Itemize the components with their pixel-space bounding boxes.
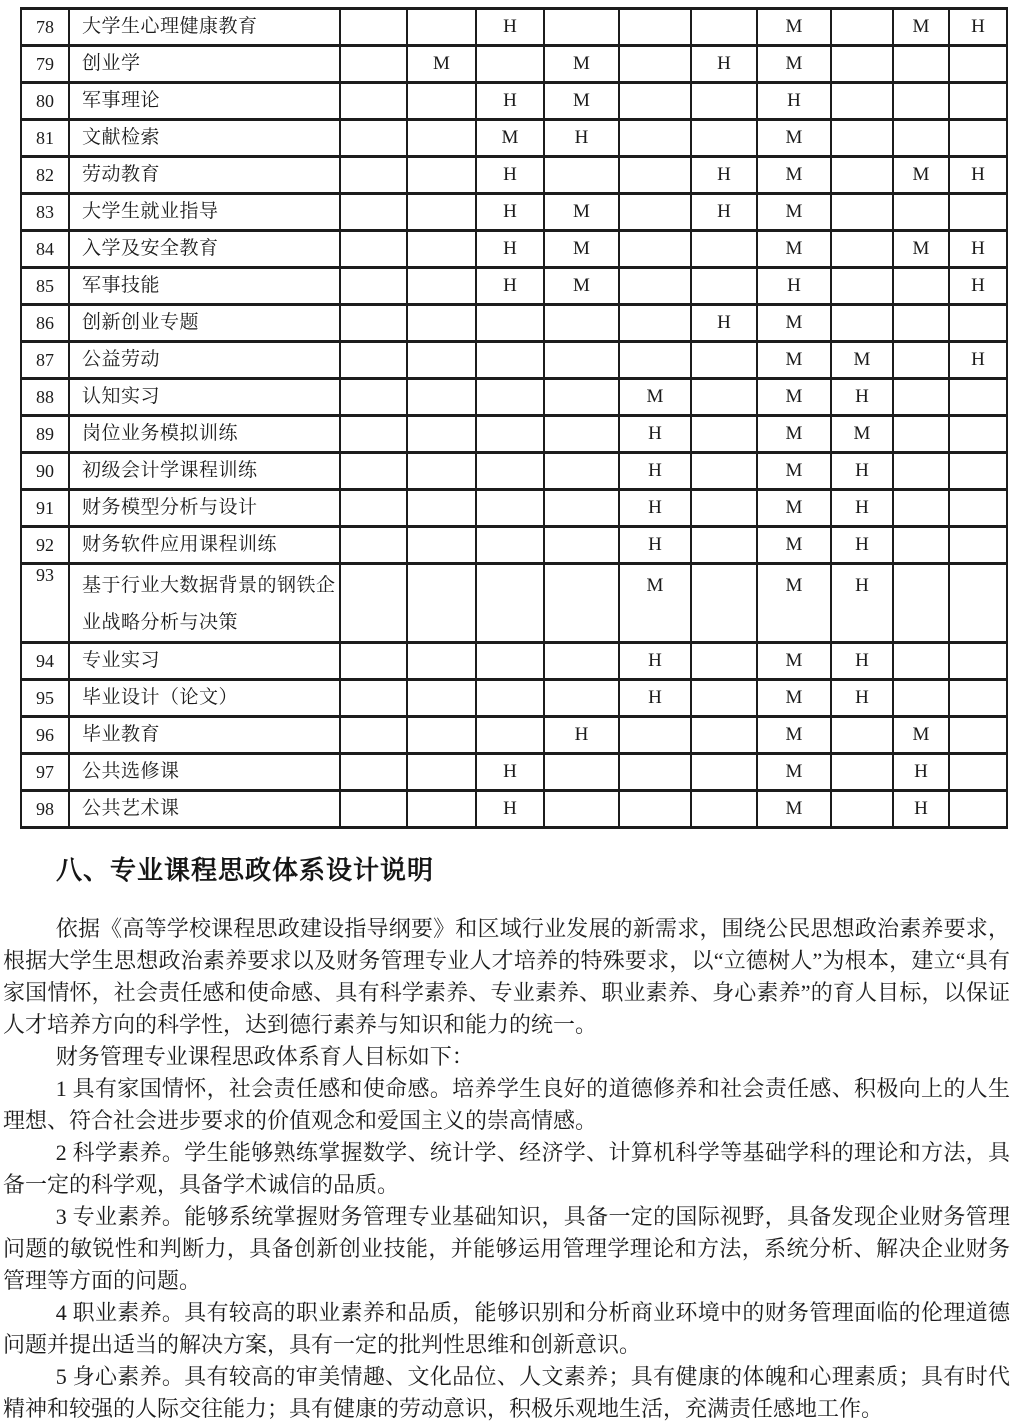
correlation-mark-cell (544, 490, 619, 527)
course-number: 90 (21, 453, 69, 490)
correlation-mark-cell (544, 754, 619, 791)
correlation-mark-cell (476, 453, 544, 490)
correlation-mark-cell (619, 120, 691, 157)
correlation-mark-cell (340, 680, 407, 717)
correlation-mark-cell: M (757, 305, 831, 342)
correlation-mark-cell: H (619, 490, 691, 527)
course-name: 劳动教育 (69, 157, 340, 194)
correlation-mark-cell: H (691, 194, 757, 231)
correlation-mark-cell: H (691, 157, 757, 194)
correlation-mark-cell: H (619, 416, 691, 453)
correlation-mark-cell: H (831, 643, 893, 680)
correlation-mark-cell (340, 9, 407, 46)
course-name: 军事技能 (69, 268, 340, 305)
correlation-mark-cell: M (757, 680, 831, 717)
correlation-mark-cell: H (831, 527, 893, 564)
course-row (21, 564, 1007, 643)
correlation-mark-cell: H (476, 83, 544, 120)
correlation-mark-cell: H (544, 717, 619, 754)
correlation-mark-cell (476, 680, 544, 717)
correlation-mark-cell (407, 120, 476, 157)
matrix-table-body (21, 9, 1007, 828)
correlation-mark-cell (949, 305, 1007, 342)
correlation-mark-cell: M (757, 453, 831, 490)
course-number: 81 (21, 120, 69, 157)
correlation-mark-cell (691, 680, 757, 717)
course-row (21, 231, 1007, 268)
correlation-mark-cell (949, 490, 1007, 527)
correlation-mark-cell: M (544, 268, 619, 305)
correlation-mark-cell (691, 527, 757, 564)
correlation-mark-cell: H (619, 680, 691, 717)
correlation-mark-cell (949, 643, 1007, 680)
correlation-mark-cell (949, 680, 1007, 717)
correlation-mark-cell (340, 157, 407, 194)
correlation-mark-cell: H (949, 157, 1007, 194)
course-number: 84 (21, 231, 69, 268)
correlation-mark-cell (831, 268, 893, 305)
course-row (21, 527, 1007, 564)
course-row (21, 379, 1007, 416)
course-number: 92 (21, 527, 69, 564)
course-name: 大学生心理健康教育 (69, 9, 340, 46)
correlation-mark-cell (619, 231, 691, 268)
correlation-mark-cell (831, 231, 893, 268)
correlation-mark-cell (691, 453, 757, 490)
correlation-mark-cell: H (831, 453, 893, 490)
correlation-mark-cell (340, 46, 407, 83)
correlation-mark-cell (691, 9, 757, 46)
correlation-mark-cell: M (831, 342, 893, 379)
correlation-mark-cell: M (757, 9, 831, 46)
correlation-mark-cell (544, 342, 619, 379)
course-number: 95 (21, 680, 69, 717)
course-name: 岗位业务模拟训练 (69, 416, 340, 453)
correlation-mark-cell (407, 231, 476, 268)
correlation-mark-cell (476, 564, 544, 643)
correlation-mark-cell (949, 379, 1007, 416)
correlation-mark-cell: M (619, 564, 691, 643)
correlation-mark-cell (407, 342, 476, 379)
course-row (21, 791, 1007, 828)
correlation-mark-cell (407, 643, 476, 680)
correlation-mark-cell: M (544, 231, 619, 268)
correlation-mark-cell: M (893, 231, 949, 268)
correlation-mark-cell (407, 453, 476, 490)
course-number: 78 (21, 9, 69, 46)
correlation-mark-cell: M (476, 120, 544, 157)
correlation-mark-cell: M (544, 194, 619, 231)
correlation-mark-cell (476, 342, 544, 379)
correlation-mark-cell (949, 194, 1007, 231)
correlation-mark-cell (544, 157, 619, 194)
correlation-mark-cell (691, 754, 757, 791)
correlation-mark-cell (544, 9, 619, 46)
correlation-mark-cell: H (476, 231, 544, 268)
document-page (0, 7, 1024, 1421)
paragraph: 5 身心素养。具有较高的审美情趣、文化品位、人文素养；具有健康的体魄和心理素质；具有时代精神和较强的人际交往能力；具有健康的劳动意识，积极乐观地生活，充满责任感地工作。 (3, 1364, 1010, 1421)
course-row (21, 83, 1007, 120)
correlation-mark-cell (831, 194, 893, 231)
correlation-mark-cell (407, 194, 476, 231)
correlation-mark-cell: H (544, 120, 619, 157)
correlation-mark-cell: M (757, 231, 831, 268)
correlation-mark-cell (340, 453, 407, 490)
correlation-mark-cell: H (949, 268, 1007, 305)
course-number: 93 (21, 564, 69, 643)
correlation-mark-cell (893, 643, 949, 680)
correlation-mark-cell (544, 643, 619, 680)
paragraph: 2 科学素养。学生能够熟练掌握数学、统计学、经济学、计算机科学等基础学科的理论和方法，具备一定的科学观，具备学术诚信的品质。 (3, 1140, 1010, 1197)
section-heading: 八、专业课程思政体系设计说明 (56, 855, 435, 885)
course-row (21, 120, 1007, 157)
course-number: 96 (21, 717, 69, 754)
correlation-mark-cell (949, 416, 1007, 453)
correlation-mark-cell: H (757, 268, 831, 305)
correlation-mark-cell (476, 305, 544, 342)
course-row (21, 342, 1007, 379)
correlation-mark-cell (893, 305, 949, 342)
correlation-mark-cell: M (544, 83, 619, 120)
correlation-mark-cell (340, 754, 407, 791)
correlation-mark-cell (544, 791, 619, 828)
correlation-mark-cell (407, 9, 476, 46)
correlation-mark-cell (949, 564, 1007, 643)
course-row (21, 194, 1007, 231)
curriculum-ideology-matrix-table (20, 7, 1008, 829)
correlation-mark-cell (340, 268, 407, 305)
course-row (21, 717, 1007, 754)
paragraph: 依据《高等学校课程思政建设指导纲要》和区域行业发展的新需求，围绕公民思想政治素养要求，根据大学生思想政治素养要求以及财务管理专业人才培养的特殊要求，以“立德树人”为根本，建立“具有家国情怀，社会责任感和使命感、具有科学素养、专业素养、职业素养、身心素养”的育人目标，以保证人才培养方向的科学性，达到德行素养与知识和能力的统一。 (3, 916, 1010, 1037)
correlation-mark-cell (949, 120, 1007, 157)
correlation-mark-cell (893, 83, 949, 120)
correlation-mark-cell (893, 416, 949, 453)
correlation-mark-cell: M (407, 46, 476, 83)
correlation-mark-cell (831, 754, 893, 791)
correlation-mark-cell (619, 754, 691, 791)
course-name: 初级会计学课程训练 (69, 453, 340, 490)
course-name: 基于行业大数据背景的钢铁企业战略分析与决策 (69, 564, 340, 643)
correlation-mark-cell: M (757, 120, 831, 157)
correlation-mark-cell (893, 342, 949, 379)
course-row (21, 453, 1007, 490)
correlation-mark-cell: M (757, 717, 831, 754)
correlation-mark-cell (949, 453, 1007, 490)
course-name: 公共艺术课 (69, 791, 340, 828)
correlation-mark-cell (544, 416, 619, 453)
correlation-mark-cell (831, 83, 893, 120)
correlation-mark-cell: H (893, 754, 949, 791)
correlation-mark-cell: H (619, 527, 691, 564)
correlation-mark-cell (691, 717, 757, 754)
course-row (21, 157, 1007, 194)
correlation-mark-cell (691, 268, 757, 305)
course-number: 83 (21, 194, 69, 231)
correlation-mark-cell (340, 194, 407, 231)
correlation-mark-cell (476, 379, 544, 416)
correlation-mark-cell (691, 379, 757, 416)
course-number: 85 (21, 268, 69, 305)
correlation-mark-cell (691, 791, 757, 828)
correlation-mark-cell (949, 46, 1007, 83)
correlation-mark-cell: H (949, 342, 1007, 379)
correlation-mark-cell (476, 717, 544, 754)
correlation-mark-cell (340, 416, 407, 453)
correlation-mark-cell (619, 791, 691, 828)
correlation-mark-cell (691, 342, 757, 379)
correlation-mark-cell (893, 527, 949, 564)
course-row (21, 754, 1007, 791)
correlation-mark-cell (544, 680, 619, 717)
correlation-mark-cell: H (619, 453, 691, 490)
correlation-mark-cell (831, 157, 893, 194)
correlation-mark-cell (407, 490, 476, 527)
course-name: 财务软件应用课程训练 (69, 527, 340, 564)
correlation-mark-cell: H (893, 791, 949, 828)
course-name: 文献检索 (69, 120, 340, 157)
correlation-mark-cell (893, 268, 949, 305)
correlation-mark-cell (831, 305, 893, 342)
correlation-mark-cell (893, 46, 949, 83)
correlation-mark-cell (619, 717, 691, 754)
course-name: 入学及安全教育 (69, 231, 340, 268)
correlation-mark-cell (691, 231, 757, 268)
correlation-mark-cell: M (544, 46, 619, 83)
correlation-mark-cell (340, 231, 407, 268)
correlation-mark-cell: H (476, 9, 544, 46)
correlation-mark-cell: H (757, 83, 831, 120)
correlation-mark-cell (893, 564, 949, 643)
course-number: 94 (21, 643, 69, 680)
correlation-mark-cell: M (757, 194, 831, 231)
correlation-mark-cell (340, 83, 407, 120)
correlation-mark-cell: H (476, 791, 544, 828)
correlation-mark-cell (407, 157, 476, 194)
correlation-mark-cell (407, 416, 476, 453)
correlation-mark-cell: H (949, 231, 1007, 268)
correlation-mark-cell (949, 527, 1007, 564)
course-name: 创业学 (69, 46, 340, 83)
correlation-mark-cell (831, 791, 893, 828)
correlation-mark-cell (476, 416, 544, 453)
correlation-mark-cell: H (949, 9, 1007, 46)
correlation-mark-cell (340, 305, 407, 342)
correlation-mark-cell: M (893, 717, 949, 754)
correlation-mark-cell (893, 680, 949, 717)
course-number: 87 (21, 342, 69, 379)
correlation-mark-cell: M (757, 754, 831, 791)
correlation-mark-cell: H (831, 379, 893, 416)
correlation-mark-cell: H (476, 157, 544, 194)
correlation-mark-cell (893, 194, 949, 231)
correlation-mark-cell: M (757, 564, 831, 643)
course-number: 79 (21, 46, 69, 83)
course-number: 86 (21, 305, 69, 342)
course-row (21, 46, 1007, 83)
correlation-mark-cell: M (757, 157, 831, 194)
correlation-mark-cell (893, 379, 949, 416)
correlation-mark-cell (691, 83, 757, 120)
correlation-mark-cell (544, 305, 619, 342)
correlation-mark-cell: M (757, 527, 831, 564)
correlation-mark-cell (831, 9, 893, 46)
correlation-mark-cell (893, 490, 949, 527)
correlation-mark-cell (544, 527, 619, 564)
correlation-mark-cell (476, 490, 544, 527)
correlation-mark-cell: M (757, 379, 831, 416)
course-name: 大学生就业指导 (69, 194, 340, 231)
course-number: 91 (21, 490, 69, 527)
correlation-mark-cell: M (757, 643, 831, 680)
correlation-mark-cell: H (619, 643, 691, 680)
correlation-mark-cell (949, 83, 1007, 120)
course-name: 军事理论 (69, 83, 340, 120)
correlation-mark-cell (619, 46, 691, 83)
correlation-mark-cell (691, 564, 757, 643)
correlation-mark-cell (619, 194, 691, 231)
correlation-mark-cell (407, 83, 476, 120)
correlation-mark-cell (340, 120, 407, 157)
correlation-mark-cell: H (691, 305, 757, 342)
correlation-mark-cell (619, 268, 691, 305)
correlation-mark-cell: H (476, 194, 544, 231)
course-number: 88 (21, 379, 69, 416)
course-number: 97 (21, 754, 69, 791)
paragraph: 财务管理专业课程思政体系育人目标如下： (55, 1044, 474, 1069)
correlation-mark-cell (407, 791, 476, 828)
correlation-mark-cell (407, 379, 476, 416)
correlation-mark-cell: H (831, 490, 893, 527)
course-number: 89 (21, 416, 69, 453)
correlation-mark-cell (476, 527, 544, 564)
correlation-mark-cell (949, 791, 1007, 828)
correlation-mark-cell (619, 83, 691, 120)
course-row (21, 9, 1007, 46)
correlation-mark-cell: M (619, 379, 691, 416)
correlation-mark-cell (619, 9, 691, 46)
correlation-mark-cell (831, 46, 893, 83)
correlation-mark-cell (893, 453, 949, 490)
correlation-mark-cell (544, 453, 619, 490)
correlation-mark-cell: H (831, 680, 893, 717)
course-row (21, 268, 1007, 305)
correlation-mark-cell (407, 680, 476, 717)
correlation-mark-cell (949, 717, 1007, 754)
correlation-mark-cell: M (757, 342, 831, 379)
correlation-mark-cell: M (757, 490, 831, 527)
correlation-mark-cell (407, 527, 476, 564)
course-name: 公共选修课 (69, 754, 340, 791)
correlation-mark-cell: M (831, 416, 893, 453)
correlation-mark-cell: M (757, 416, 831, 453)
correlation-mark-cell (407, 268, 476, 305)
correlation-mark-cell: H (691, 46, 757, 83)
body-paragraphs (3, 913, 1010, 1425)
correlation-mark-cell (340, 564, 407, 643)
course-row (21, 305, 1007, 342)
correlation-mark-cell (340, 527, 407, 564)
course-row (21, 680, 1007, 717)
course-row (21, 490, 1007, 527)
course-name: 公益劳动 (69, 342, 340, 379)
paragraph: 3 专业素养。能够系统掌握财务管理专业基础知识，具备一定的国际视野，具备发现企业财务管理问题的敏锐性和判断力，具备创新创业技能，并能够运用管理学理论和方法，系统分析、解决企业财务管理等方面的问题。 (3, 1204, 1010, 1293)
correlation-mark-cell: M (757, 46, 831, 83)
correlation-mark-cell (691, 416, 757, 453)
correlation-mark-cell: H (476, 268, 544, 305)
correlation-mark-cell: M (757, 791, 831, 828)
correlation-mark-cell (476, 46, 544, 83)
course-name: 财务模型分析与设计 (69, 490, 340, 527)
correlation-mark-cell (340, 791, 407, 828)
correlation-mark-cell (476, 643, 544, 680)
correlation-mark-cell: H (476, 754, 544, 791)
correlation-mark-cell (831, 120, 893, 157)
course-number: 98 (21, 791, 69, 828)
course-name: 毕业设计（论文） (69, 680, 340, 717)
correlation-mark-cell (340, 379, 407, 416)
course-number: 82 (21, 157, 69, 194)
course-row (21, 416, 1007, 453)
correlation-mark-cell: M (893, 9, 949, 46)
paragraph: 4 职业素养。具有较高的职业素养和品质，能够识别和分析商业环境中的财务管理面临的伦理道德问题并提出适当的解决方案，具有一定的批判性思维和创新意识。 (3, 1300, 1010, 1357)
correlation-mark-cell (691, 643, 757, 680)
course-number: 80 (21, 83, 69, 120)
correlation-mark-cell: H (831, 564, 893, 643)
correlation-mark-cell (407, 754, 476, 791)
correlation-mark-cell (340, 717, 407, 754)
course-name: 认知实习 (69, 379, 340, 416)
correlation-mark-cell (340, 342, 407, 379)
correlation-mark-cell (691, 490, 757, 527)
course-name: 创新创业专题 (69, 305, 340, 342)
course-name: 毕业教育 (69, 717, 340, 754)
correlation-mark-cell (893, 120, 949, 157)
correlation-mark-cell (619, 342, 691, 379)
correlation-mark-cell (691, 120, 757, 157)
correlation-mark-cell (619, 305, 691, 342)
correlation-mark-cell: M (893, 157, 949, 194)
correlation-mark-cell (407, 717, 476, 754)
correlation-mark-cell (831, 717, 893, 754)
correlation-mark-cell (619, 157, 691, 194)
course-row (21, 643, 1007, 680)
correlation-mark-cell (407, 564, 476, 643)
correlation-mark-cell (544, 379, 619, 416)
paragraph: 1 具有家国情怀，社会责任感和使命感。培养学生良好的道德修养和社会责任感、积极向上的人生理想、符合社会进步要求的价值观念和爱国主义的崇高情感。 (3, 1076, 1010, 1133)
correlation-mark-cell (407, 305, 476, 342)
correlation-mark-cell (949, 754, 1007, 791)
correlation-mark-cell (544, 564, 619, 643)
course-name: 专业实习 (69, 643, 340, 680)
correlation-mark-cell (340, 490, 407, 527)
correlation-mark-cell (340, 643, 407, 680)
